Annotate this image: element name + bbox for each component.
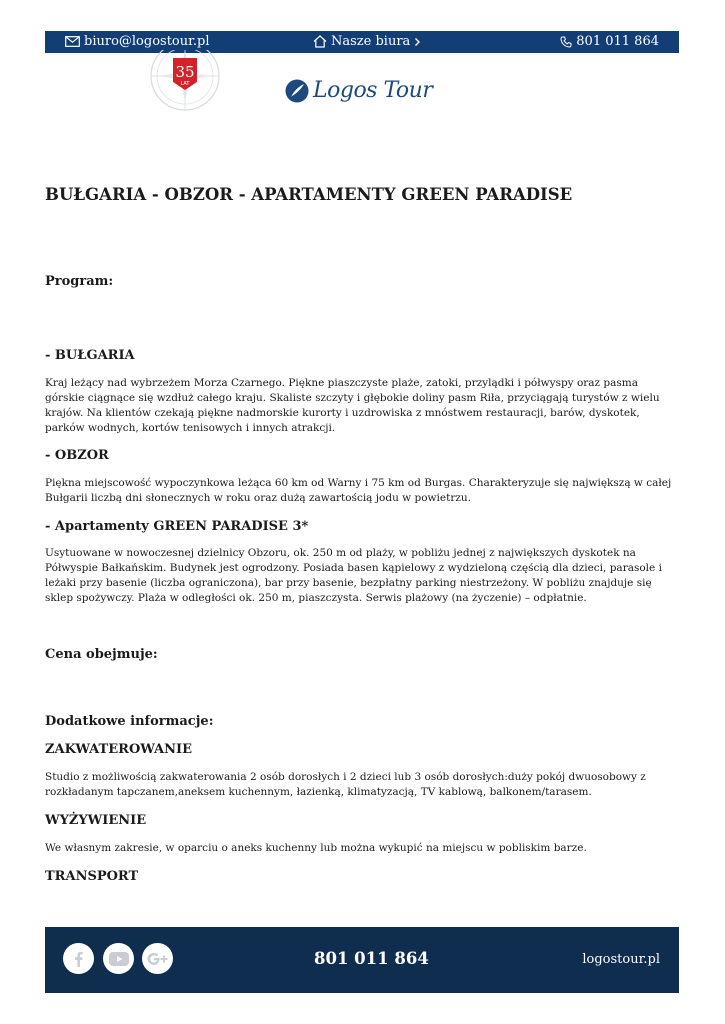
additional-info-heading: Dodatkowe informacje: [45, 714, 214, 729]
badge-years: 35 [175, 63, 195, 81]
footer-phone[interactable]: 801 011 864 [314, 949, 429, 968]
page-title: BUŁGARIA - OBZOR - APARTAMENTY GREEN PARADISE [45, 185, 573, 204]
facebook-icon [72, 951, 86, 967]
obzor-heading: - OBZOR [45, 448, 109, 463]
youtube-button[interactable] [103, 943, 134, 974]
anniversary-badge [146, 50, 224, 114]
badge-suffix: LAT [180, 81, 190, 87]
logo-text: Logos Tour [313, 78, 433, 103]
phone-icon [560, 36, 572, 48]
chevron-right-icon [414, 37, 421, 47]
logostour-logo[interactable] [285, 78, 432, 103]
footer-website-link[interactable]: logostour.pl [582, 952, 660, 967]
apartments-description: Usytuowane w nowoczesnej dzielnicy Obzoru, ok. 250 m od plaży, w pobliżu jednej z największych dyskotek na Półwyspie Bałkańskim. Budynek jest ogrodzony. Posiada basen kąpielowy z wydzieloną częścią dla dzieci, parasole i leżaki przy basenie (liczba ograniczona), bar przy basenie, bezpłatny parking niestrzeżony. W pobliżu znajduje się sklep spożywczy. Plaża w odległości ok. 250 m, piaszczysta. Serwis plażowy (na życzenie) – odpłatnie. [45, 547, 662, 604]
quill-logo-icon [285, 79, 309, 103]
email-link[interactable] [65, 34, 210, 49]
email-text: biuro@logostour.pl [84, 34, 210, 49]
meals-description: We własnym zakresie, w oparciu o aneks kuchenny lub można wykupić na miejscu w pobliskim barze. [45, 842, 587, 854]
envelope-icon [65, 36, 80, 47]
meals-heading: WYŻYWIENIE [45, 813, 147, 828]
youtube-icon [109, 952, 129, 966]
apartments-heading: - Apartamenty GREEN PARADISE 3* [45, 519, 309, 534]
obzor-description: Piękna miejscowość wypoczynkowa leżąca 60 km od Warny i 75 km od Burgas. Charakteryzuje się największą w całej Bułgarii liczbą dni słonecznych w roku oraz dużą zawartością jodu w powietrzu. [45, 477, 672, 504]
offices-label: Nasze biura [331, 34, 411, 49]
footer [45, 927, 679, 993]
accommodation-heading: ZAKWATEROWANIE [45, 742, 192, 757]
google-plus-icon [147, 952, 169, 966]
facebook-button[interactable] [63, 943, 94, 974]
bulgaria-heading: - BUŁGARIA [45, 348, 135, 363]
price-includes-heading: Cena obejmuje: [45, 647, 158, 662]
offices-link[interactable] [313, 34, 421, 49]
program-heading: Program: [45, 274, 114, 289]
bulgaria-description: Kraj leżący nad wybrzeżem Morza Czarnego. Piękne piaszczyste plaże, zatoki, przylądki i półwyspy oraz pasma górskie ciągnące się wzdłuż całego kraju. Skaliste szczyty i głębokie doliny pasm Riła, przyciągają turystów z wielu krajów. Na klientów czekają piękne nadmorskie kurorty i uzdrowiska z mnóstwem restauracji, barów, dyskotek, parków wodnych, kortów tenisowych i innych atrakcji. [45, 377, 660, 434]
phone-link[interactable] [560, 34, 659, 49]
phone-text: 801 011 864 [576, 34, 659, 49]
accommodation-description: Studio z możliwością zakwaterowania 2 osób dorosłych i 2 dzieci lub 3 osób dorosłych:duży pokój dwuosobowy z rozkładanym tapczanem,aneksem kuchennym, łazienką, klimatyzacją, TV kablową, balkonem/tarasem. [45, 771, 646, 798]
google-plus-button[interactable] [142, 943, 173, 974]
transport-heading: TRANSPORT [45, 869, 139, 884]
top-contact-bar [45, 31, 679, 53]
home-icon [313, 35, 327, 48]
